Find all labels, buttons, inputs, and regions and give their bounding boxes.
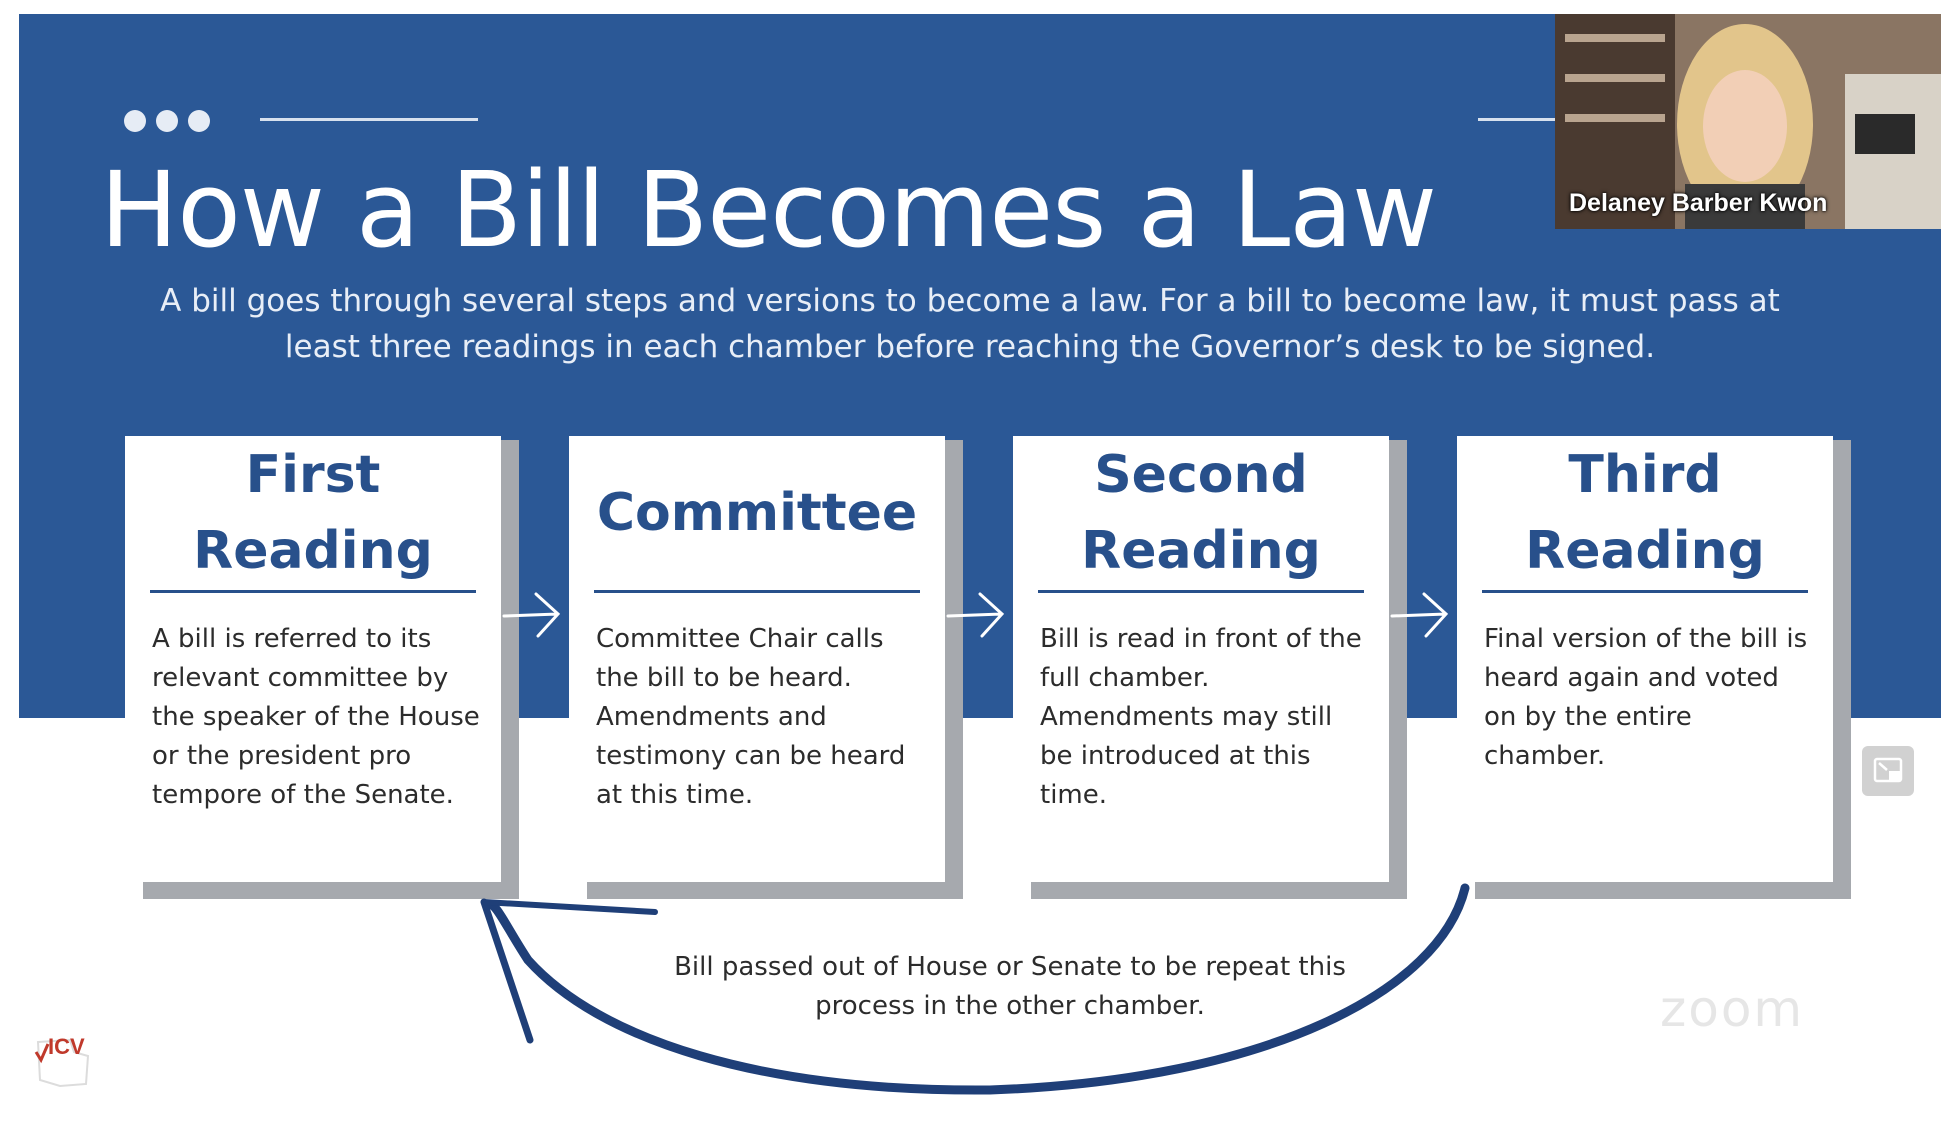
cycle-note: Bill passed out of House or Senate to be repeat this process in the other chamber. bbox=[674, 952, 1346, 1021]
step-description: Final version of the bill is heard again and voted on by the entire chamber. bbox=[1484, 624, 1808, 771]
step-heading-text: First Reading bbox=[193, 445, 433, 581]
participant-name: Delaney Barber Kwon bbox=[1569, 189, 1828, 217]
zoom-watermark: zoom bbox=[1660, 980, 1805, 1038]
slide-subtitle: A bill goes through several steps and versions to become a law. For a bill to become law, it must pass at least three readings in each chamber before reaching the Governor’s desk to be signed. bbox=[160, 283, 1780, 365]
step-heading-text: Third Reading bbox=[1525, 445, 1765, 581]
step-description: A bill is referred to its relevant committee by the speaker of the House or the president pro tempore of the Senate. bbox=[152, 624, 480, 810]
step-description: Committee Chair calls the bill to be heard. Amendments and testimony can be heard at this time. bbox=[596, 624, 906, 810]
minimize-view-icon bbox=[1862, 746, 1914, 796]
step-heading-text: Committee bbox=[596, 483, 918, 543]
step-description: Bill is read in front of the full chamber. Amendments may still be introduced at this time. bbox=[1040, 624, 1362, 810]
exit-fullscreen-button[interactable] bbox=[1862, 746, 1914, 796]
logo-text: ICV bbox=[48, 1034, 85, 1059]
step-heading-text: Second Reading bbox=[1081, 445, 1321, 581]
slide-title: How a Bill Becomes a Law bbox=[100, 149, 1437, 271]
participant-video[interactable] bbox=[1555, 14, 1941, 229]
